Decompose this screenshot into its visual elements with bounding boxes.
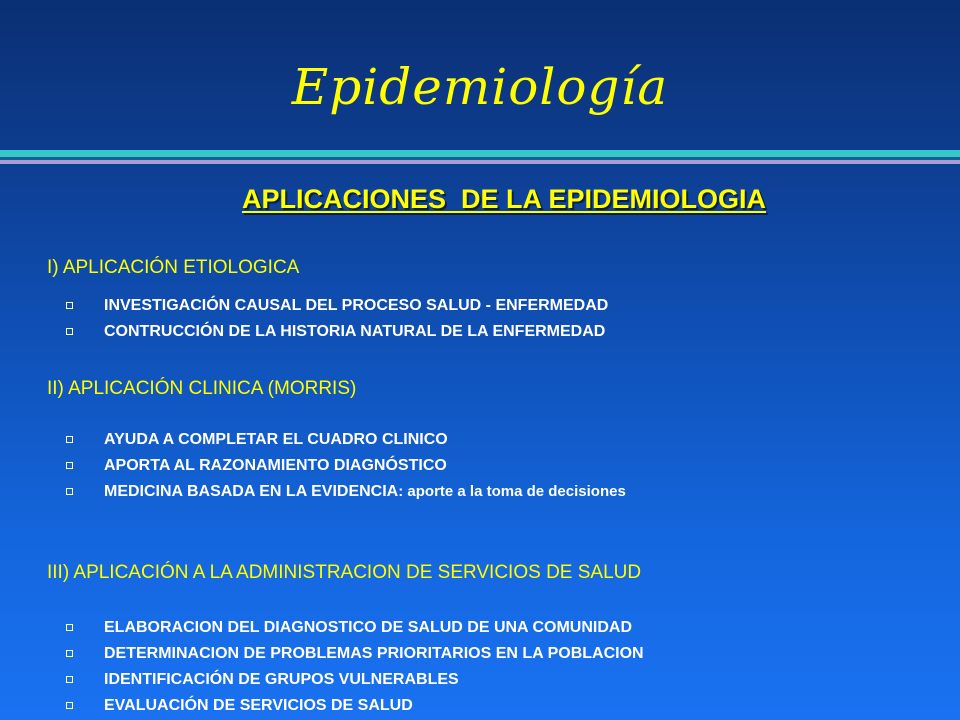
list-item-text-rest: : aporte a la toma de decisiones [398, 483, 626, 500]
slide-title: Epidemiología [291, 58, 669, 116]
list-item [62, 479, 626, 505]
list-item-text: EVALUACIÓN DE SERVICIOS DE SALUD [104, 697, 413, 714]
list-etiologica [62, 293, 608, 345]
checkbox-bullet-icon [66, 462, 73, 469]
divider-teal [0, 150, 960, 157]
section-heading: APLICACIONES DE LA EPIDEMIOLOGIA [241, 184, 767, 214]
list-item-text: ELABORACION DEL DIAGNOSTICO DE SALUD DE UNA COMUNIDAD [104, 619, 633, 636]
list-item [62, 319, 608, 345]
section-label-etiologica: I) APLICACIÓN ETIOLOGICA [47, 257, 300, 278]
list-item [62, 293, 608, 319]
list-clinica [62, 427, 626, 505]
list-item-text: DETERMINACION DE PROBLEMAS PRIORITARIOS EN LA POBLACION [104, 645, 644, 662]
list-item-text: IDENTIFICACIÓN DE GRUPOS VULNERABLES [104, 671, 459, 688]
list-item-text: AYUDA A COMPLETAR EL CUADRO CLINICO [104, 431, 448, 448]
checkbox-bullet-icon [66, 676, 73, 683]
section-label-clinica: II) APLICACIÓN CLINICA (MORRIS) [47, 378, 357, 399]
list-item-text-bold: MEDICINA BASADA EN LA EVIDENCIA [104, 483, 399, 500]
divider-lavender [0, 160, 960, 164]
checkbox-bullet-icon [66, 488, 73, 495]
list-item [62, 641, 644, 667]
checkbox-bullet-icon [66, 436, 73, 443]
checkbox-bullet-icon [66, 624, 73, 631]
list-item [62, 453, 626, 479]
list-administracion [62, 615, 644, 719]
section-label-administracion: III) APLICACIÓN A LA ADMINISTRACION DE SERVICIOS DE SALUD [47, 562, 642, 583]
list-item [62, 615, 644, 641]
list-item-text: INVESTIGACIÓN CAUSAL DEL PROCESO SALUD - ENFERMEDAD [104, 297, 609, 314]
list-item-text: APORTA AL RAZONAMIENTO DIAGNÓSTICO [104, 457, 447, 474]
checkbox-bullet-icon [66, 328, 73, 335]
list-item-text: CONTRUCCIÓN DE LA HISTORIA NATURAL DE LA ENFERMEDAD [104, 323, 606, 340]
checkbox-bullet-icon [66, 302, 73, 309]
checkbox-bullet-icon [66, 702, 73, 709]
list-item [62, 693, 644, 719]
checkbox-bullet-icon [66, 650, 73, 657]
list-item [62, 667, 644, 693]
list-item [62, 427, 626, 453]
